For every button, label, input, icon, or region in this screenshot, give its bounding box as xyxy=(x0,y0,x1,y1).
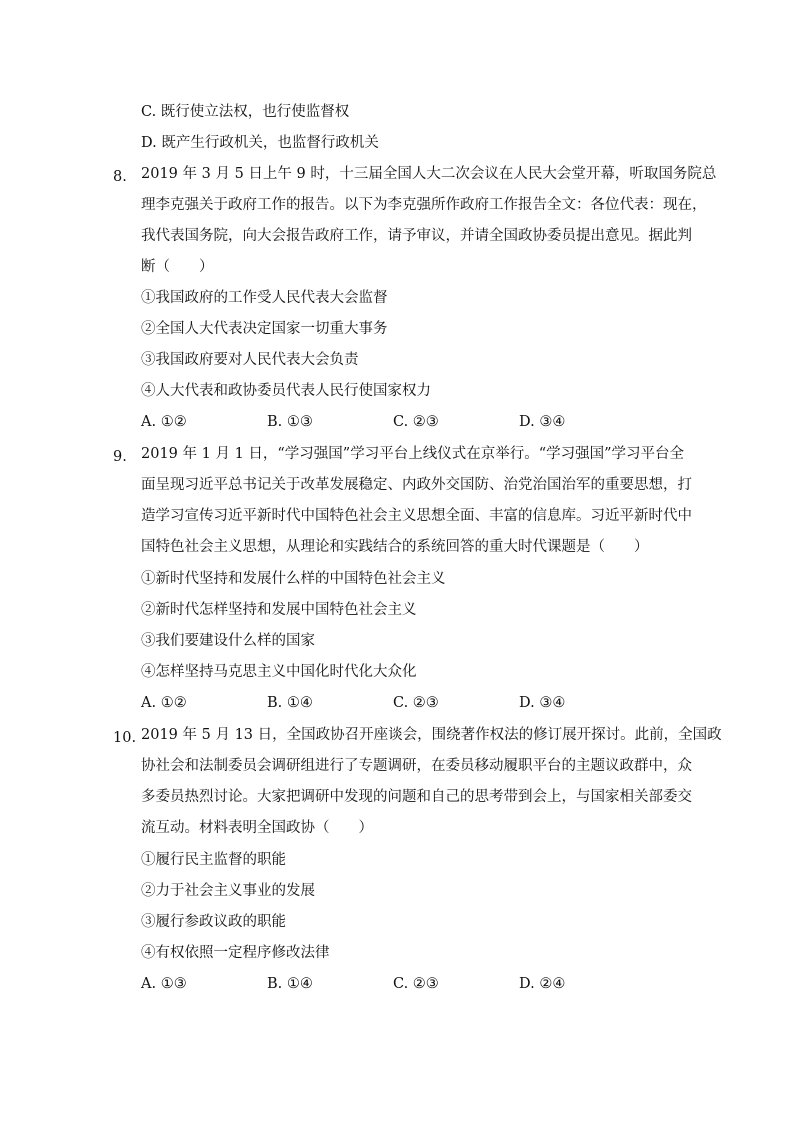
choice-c[interactable]: C. ②③ xyxy=(393,976,439,992)
choice-a[interactable]: A. ①② xyxy=(141,414,187,430)
question-number: 8. xyxy=(113,169,127,185)
question-number: 10. xyxy=(113,730,137,746)
choice-d[interactable]: D. ③④ xyxy=(519,695,566,711)
stem-line: 协社会和法制委员会调研组进行了专题调研，在委员移动履职平台的主题议政群中，众 xyxy=(141,758,692,774)
prev-option-c: C. 既行使立法权，也行使监督权 xyxy=(141,104,350,120)
statement-4: ④人大代表和政协委员代表人民行使国家权力 xyxy=(141,383,431,399)
stem-line: 面呈现习近平总书记关于改革发展稳定、内政外交国防、治党治国治军的重要思想，打 xyxy=(141,477,692,493)
statement-1: ①履行民主监督的职能 xyxy=(141,852,286,868)
stem-line: 2019 年 5 月 13 日，全国政协召开座谈会，围绕著作权法的修订展开探讨。此前，全国政 xyxy=(141,727,722,743)
choice-c[interactable]: C. ②③ xyxy=(393,695,439,711)
statement-3: ③履行参政议政的职能 xyxy=(141,914,286,930)
choice-b[interactable]: B. ①③ xyxy=(267,414,313,430)
prev-option-d: D. 既产生行政机关，也监督行政机关 xyxy=(141,135,379,151)
stem-line: 2019 年 3 月 5 日上午 9 时，十三届全国人大二次会议在人民大会堂开幕，听取国务院总 xyxy=(141,166,717,182)
statement-4: ④怎样坚持马克思主义中国化时代化大众化 xyxy=(141,664,417,680)
choice-c[interactable]: C. ②③ xyxy=(393,414,439,430)
statement-2: ②全国人大代表决定国家一切重大事务 xyxy=(141,321,388,337)
choice-b[interactable]: B. ①④ xyxy=(267,976,313,992)
statement-2: ②力于社会主义事业的发展 xyxy=(141,883,315,899)
choice-d[interactable]: D. ②④ xyxy=(519,976,566,992)
stem-line: 国特色社会主义思想，从理论和实践结合的系统回答的重大时代课题是（ ） xyxy=(141,539,649,555)
stem-line: 流互动。材料表明全国政协（ ） xyxy=(141,820,373,836)
statement-2: ②新时代怎样坚持和发展中国特色社会主义 xyxy=(141,602,417,618)
choice-a[interactable]: A. ①③ xyxy=(141,976,187,992)
choice-d[interactable]: D. ③④ xyxy=(519,414,566,430)
choice-b[interactable]: B. ①④ xyxy=(267,695,313,711)
stem-line: 造学习宣传习近平新时代中国特色社会主义思想全面、丰富的信息库。习近平新时代中 xyxy=(141,508,692,524)
stem-line: 我代表国务院，向大会报告政府工作，请予审议，并请全国政协委员提出意见。据此判 xyxy=(141,228,692,244)
choice-a[interactable]: A. ①② xyxy=(141,695,187,711)
stem-line: 理李克强关于政府工作的报告。以下为李克强所作政府工作报告全文：各位代表：现在， xyxy=(141,197,707,213)
stem-line: 多委员热烈讨论。大家把调研中发现的问题和自己的思考带到会上，与国家相关部委交 xyxy=(141,789,692,805)
statement-1: ①我国政府的工作受人民代表大会监督 xyxy=(141,290,388,306)
statement-4: ④有权依照一定程序修改法律 xyxy=(141,945,330,961)
stem-line: 断（ ） xyxy=(141,259,214,275)
statement-3: ③我国政府要对人民代表大会负责 xyxy=(141,352,359,368)
statement-1: ①新时代坚持和发展什么样的中国特色社会主义 xyxy=(141,571,446,587)
stem-line: 2019 年 1 月 1 日，“学习强国”学习平台上线仪式在京举行。“学习强国”学习平台全 xyxy=(141,446,685,462)
question-number: 9. xyxy=(113,449,127,465)
statement-3: ③我们要建设什么样的国家 xyxy=(141,633,315,649)
